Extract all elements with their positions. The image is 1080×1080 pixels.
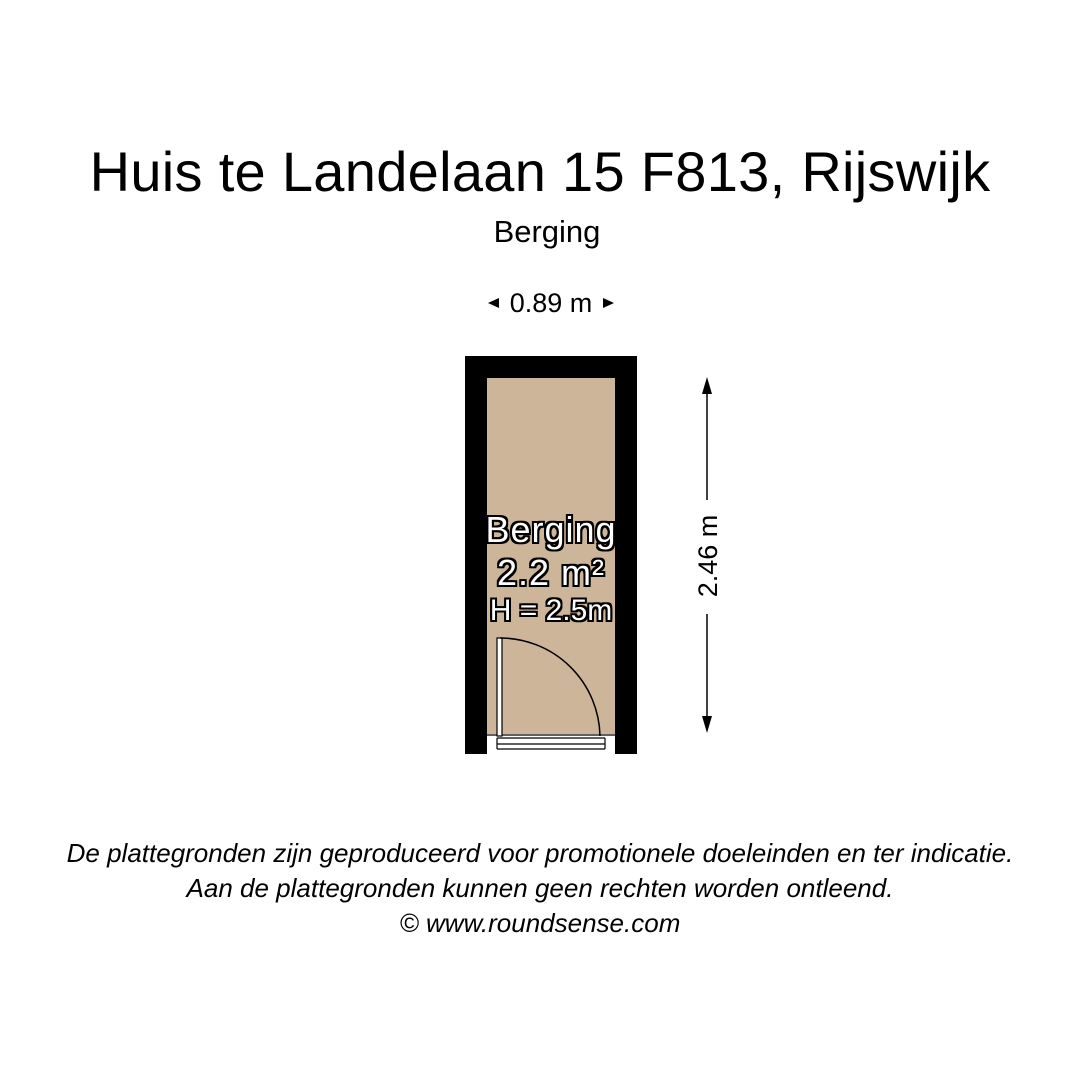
disclaimer-line: De plattegronden zijn geproduceerd voor promotionele doeleinden en ter indicatie.	[66, 838, 1014, 868]
room-ceiling-height: H = 2.5m	[489, 594, 613, 627]
page-title: Huis te Landelaan 15 F813, Rijswijk	[89, 140, 991, 203]
arrow-up-icon	[702, 377, 712, 394]
room-area: 2.2 m²	[496, 552, 606, 593]
room-label-group	[466, 508, 636, 628]
floor-subtitle: Berging	[493, 214, 601, 249]
height-dimension-label: 2.46 m	[690, 508, 726, 604]
door-leaf	[497, 638, 502, 736]
width-dimension-label: 0.89 m	[509, 288, 593, 318]
arrow-down-icon	[702, 716, 712, 733]
copyright-line: © www.roundsense.com	[399, 908, 681, 938]
disclaimer-line: Aan de plattegronden kunnen geen rechten worden ontleend.	[186, 873, 894, 903]
disclaimer	[0, 836, 1080, 941]
room-name: Berging	[485, 509, 617, 550]
